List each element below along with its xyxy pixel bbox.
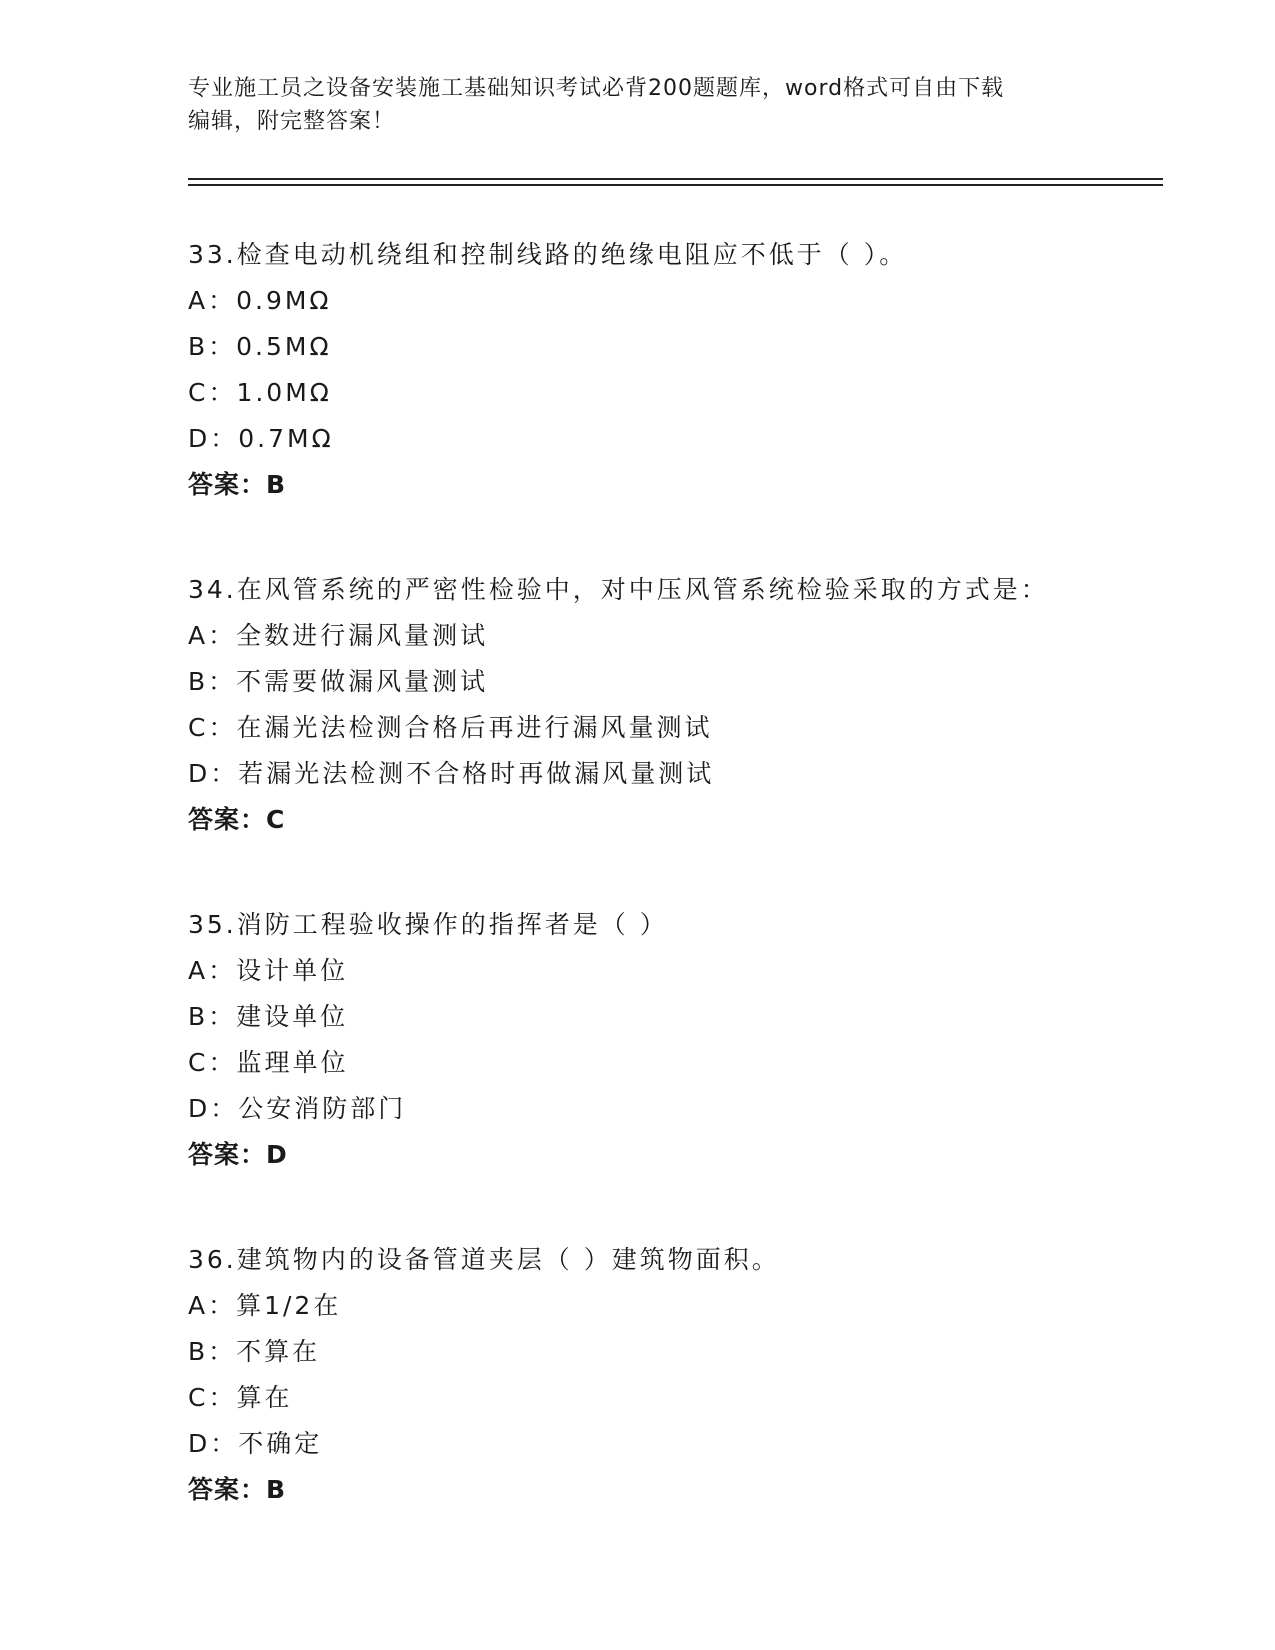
document-header (188, 72, 1088, 138)
answer-label: 答案：B (188, 470, 287, 499)
header-divider-top (188, 178, 1163, 180)
option-b: B：建设单位 (188, 1002, 349, 1031)
question-list (188, 232, 1188, 1572)
option-b: B：0.5MΩ (188, 332, 332, 361)
option-c: C：算在 (188, 1383, 293, 1412)
question-35 (188, 902, 1188, 1178)
option-d: D：不确定 (188, 1429, 323, 1458)
option-d: D：若漏光法检测不合格时再做漏风量测试 (188, 759, 715, 788)
answer-label: 答案：B (188, 1475, 287, 1504)
option-a: A：全数进行漏风量测试 (188, 621, 489, 650)
question-stem: 35.消防工程验收操作的指挥者是（ ） (188, 910, 668, 939)
option-d: D：公安消防部门 (188, 1094, 407, 1123)
question-34 (188, 567, 1188, 843)
option-d: D：0.7MΩ (188, 424, 334, 453)
question-36 (188, 1237, 1188, 1513)
option-a: A：0.9MΩ (188, 286, 332, 315)
question-stem: 33.检查电动机绕组和控制线路的绝缘电阻应不低于（ ）。 (188, 240, 908, 269)
header-line-1: 专业施工员之设备安装施工基础知识考试必背200题题库，word格式可自由下载 (188, 76, 1005, 101)
header-line-2: 编辑，附完整答案！ (188, 109, 396, 134)
answer-label: 答案：C (188, 805, 286, 834)
option-a: A：算1/2在 (188, 1291, 342, 1320)
option-b: B：不需要做漏风量测试 (188, 667, 489, 696)
option-c: C：在漏光法检测合格后再进行漏风量测试 (188, 713, 713, 742)
question-33 (188, 232, 1188, 508)
option-a: A：设计单位 (188, 956, 349, 985)
header-divider-bottom (188, 184, 1163, 186)
answer-label: 答案：D (188, 1140, 288, 1169)
question-stem: 34.在风管系统的严密性检验中，对中压风管系统检验采取的方式是： (188, 575, 1049, 604)
option-c: C：监理单位 (188, 1048, 349, 1077)
question-stem: 36.建筑物内的设备管道夹层（ ）建筑物面积。 (188, 1245, 780, 1274)
option-b: B：不算在 (188, 1337, 321, 1366)
option-c: C：1.0MΩ (188, 378, 332, 407)
